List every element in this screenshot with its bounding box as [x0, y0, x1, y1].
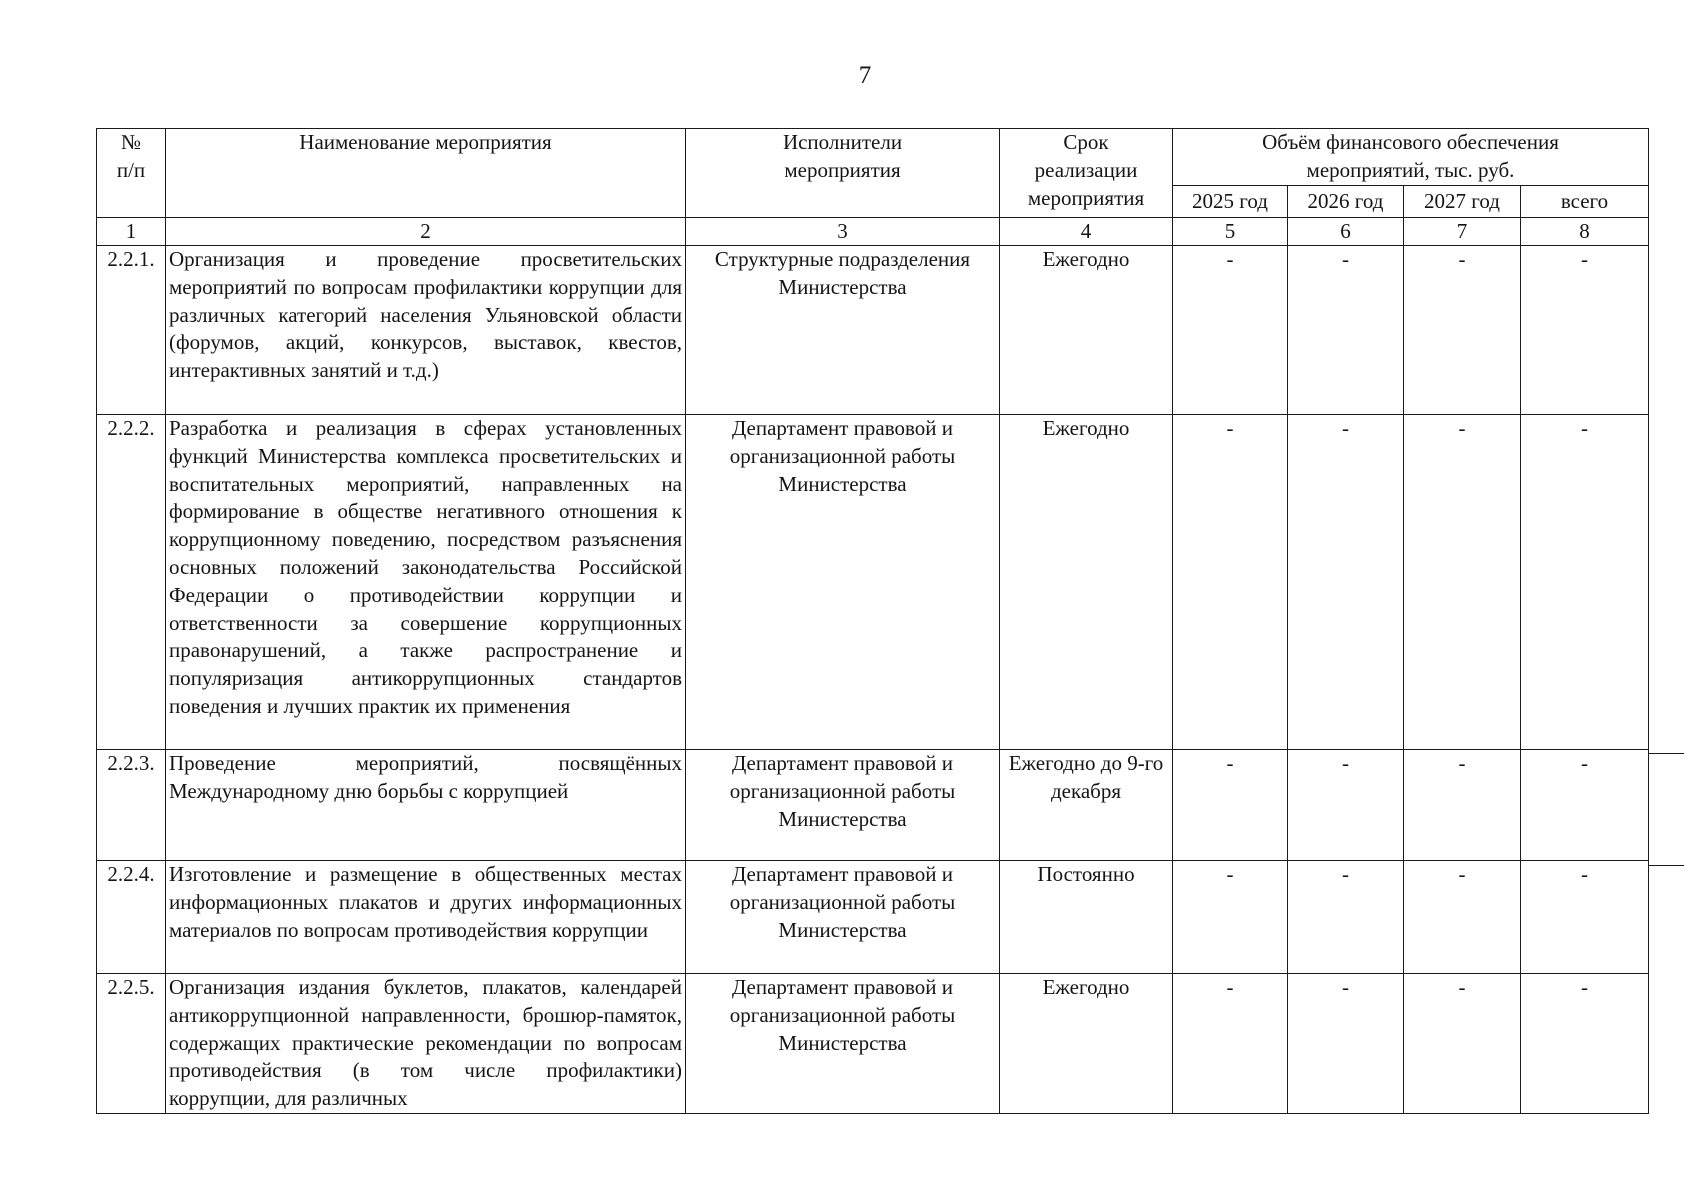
funding-2026: - — [1288, 246, 1404, 415]
measure-term: Ежегодно — [1000, 415, 1173, 750]
header-total: всего — [1521, 186, 1649, 218]
header-row-1 — [97, 129, 1649, 186]
measure-name: Организация и проведение просветительских мероприятий по вопросам профилактики коррупции для различных категорий населения Ульяновской области (форумов, акций, конкурсов, выставок, квестов, интерактивных занятий и т.д.) — [166, 246, 686, 415]
header-term: Срок реализации мероприятия — [1000, 129, 1173, 218]
funding-2025: - — [1173, 415, 1288, 750]
measure-term: Ежегодно — [1000, 246, 1173, 415]
row-number: 2.2.3. — [97, 750, 166, 861]
header-executors: Исполнители мероприятия — [686, 129, 1000, 218]
funding-total: - — [1521, 246, 1649, 415]
funding-total: - — [1521, 974, 1649, 1114]
line-extension — [1648, 865, 1684, 866]
header-funding: Объём финансового обеспечения мероприятий, тыс. руб. — [1173, 129, 1649, 186]
measure-name: Проведение мероприятий, посвящённых Международному дню борьбы с коррупцией — [166, 750, 686, 861]
funding-2025: - — [1173, 246, 1288, 415]
funding-2027: - — [1404, 750, 1521, 861]
row-number: 2.2.4. — [97, 861, 166, 974]
funding-total: - — [1521, 861, 1649, 974]
funding-2025: - — [1173, 861, 1288, 974]
measure-term: Ежегодно — [1000, 974, 1173, 1114]
table-row — [97, 750, 1649, 861]
funding-2026: - — [1288, 974, 1404, 1114]
funding-2027: - — [1404, 415, 1521, 750]
header-year-2027: 2027 год — [1404, 186, 1521, 218]
funding-2026: - — [1288, 415, 1404, 750]
funding-2026: - — [1288, 750, 1404, 861]
measure-executors: Департамент правовой и организационной работы Министерства — [686, 974, 1000, 1114]
page-number: 7 — [858, 62, 872, 89]
measure-term: Ежегодно до 9-го декабря — [1000, 750, 1173, 861]
measure-name: Изготовление и размещение в общественных местах информационных плакатов и других информационных материалов по вопросам противодействия коррупции — [166, 861, 686, 974]
column-number: 5 — [1173, 218, 1288, 246]
column-number: 3 — [686, 218, 1000, 246]
measure-executors: Департамент правовой и организационной работы Министерства — [686, 861, 1000, 974]
table-row — [97, 974, 1649, 1114]
column-numbers-row — [97, 218, 1649, 246]
table-row — [97, 861, 1649, 974]
funding-2025: - — [1173, 974, 1288, 1114]
column-number: 8 — [1521, 218, 1649, 246]
funding-2025: - — [1173, 750, 1288, 861]
table-row — [97, 415, 1649, 750]
column-number: 6 — [1288, 218, 1404, 246]
header-num: № п/п — [97, 129, 166, 218]
measure-term: Постоянно — [1000, 861, 1173, 974]
funding-2027: - — [1404, 861, 1521, 974]
column-number: 4 — [1000, 218, 1173, 246]
column-number: 2 — [166, 218, 686, 246]
funding-2027: - — [1404, 246, 1521, 415]
measure-name: Разработка и реализация в сферах установленных функций Министерства комплекса просветительских и воспитательных мероприятий, направленных на формирование в обществе негативного отношения к коррупционному поведению, посредством разъяснения основных положений законодательства Российской Федерации о противодействии коррупции и ответственности за совершение коррупционных правонарушений, а также распространение и популяризация антикоррупционных стандартов поведения и лучших практик их применения — [166, 415, 686, 750]
row-number: 2.2.2. — [97, 415, 166, 750]
funding-total: - — [1521, 415, 1649, 750]
row-number: 2.2.5. — [97, 974, 166, 1114]
table-row — [97, 246, 1649, 415]
funding-2026: - — [1288, 861, 1404, 974]
column-number: 7 — [1404, 218, 1521, 246]
funding-2027: - — [1404, 974, 1521, 1114]
header-year-2025: 2025 год — [1173, 186, 1288, 218]
header-year-2026: 2026 год — [1288, 186, 1404, 218]
measures-table — [96, 128, 1649, 1114]
row-number: 2.2.1. — [97, 246, 166, 415]
measure-executors: Департамент правовой и организационной работы Министерства — [686, 415, 1000, 750]
funding-total: - — [1521, 750, 1649, 861]
line-extension — [1648, 753, 1684, 754]
column-number: 1 — [97, 218, 166, 246]
measure-executors: Структурные подразделения Министерства — [686, 246, 1000, 415]
measure-executors: Департамент правовой и организационной работы Министерства — [686, 750, 1000, 861]
header-name: Наименование мероприятия — [166, 129, 686, 218]
measure-name: Организация издания буклетов, плакатов, календарей антикоррупционной направленности, брошюр-памяток, содержащих практические рекомендации по вопросам противодействия (в том числе профилактики) коррупции, для различных — [166, 974, 686, 1114]
